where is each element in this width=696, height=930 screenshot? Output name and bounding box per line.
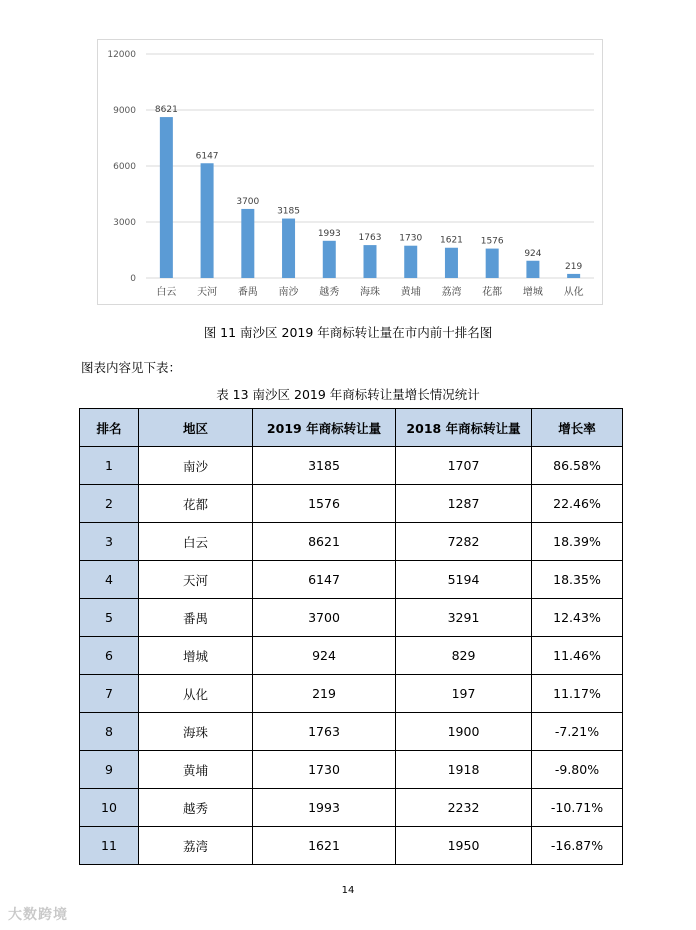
header-rank: 排名 — [80, 409, 139, 447]
x-tick-label: 黄埔 — [400, 287, 421, 298]
watermark: 大数跨境 — [8, 907, 68, 923]
x-tick-label: 越秀 — [319, 287, 340, 298]
cell-region: 天河 — [139, 561, 253, 599]
chart-svg — [98, 40, 604, 306]
cell-growth: 86.58% — [532, 447, 623, 485]
cell-region: 从化 — [139, 675, 253, 713]
cell-growth: 18.35% — [532, 561, 623, 599]
cell-rank: 8 — [80, 713, 139, 751]
bar — [282, 219, 295, 278]
cell-2019: 8621 — [253, 523, 396, 561]
data-label: 1763 — [358, 233, 382, 244]
cell-region: 南沙 — [139, 447, 253, 485]
cell-2019: 1763 — [253, 713, 396, 751]
cell-region: 海珠 — [139, 713, 253, 751]
header-region: 地区 — [139, 409, 253, 447]
cell-rank: 10 — [80, 789, 139, 827]
table-row — [80, 637, 623, 675]
cell-2018: 1950 — [396, 827, 532, 865]
table-row — [80, 789, 623, 827]
cell-growth: 18.39% — [532, 523, 623, 561]
cell-rank: 2 — [80, 485, 139, 523]
y-tick-label: 12000 — [107, 50, 136, 60]
cell-2018: 2232 — [396, 789, 532, 827]
cell-2018: 1900 — [396, 713, 532, 751]
bar-chart — [97, 39, 603, 305]
cell-rank: 6 — [80, 637, 139, 675]
table-row — [80, 675, 623, 713]
data-label: 6147 — [195, 151, 219, 162]
cell-growth: 11.46% — [532, 637, 623, 675]
cell-2019: 924 — [253, 637, 396, 675]
bar — [323, 241, 336, 278]
data-label: 3185 — [277, 206, 300, 217]
bar — [526, 261, 539, 278]
bar — [486, 249, 499, 278]
cell-2019: 1621 — [253, 827, 396, 865]
cell-2019: 3185 — [253, 447, 396, 485]
cell-rank: 1 — [80, 447, 139, 485]
cell-2019: 1993 — [253, 789, 396, 827]
cell-region: 荔湾 — [139, 827, 253, 865]
y-tick-label: 3000 — [113, 218, 136, 228]
bar — [404, 246, 417, 278]
x-tick-label: 海珠 — [360, 287, 380, 298]
cell-growth: -10.71% — [532, 789, 623, 827]
cell-region: 增城 — [139, 637, 253, 675]
cell-2019: 219 — [253, 675, 396, 713]
table-row — [80, 447, 623, 485]
cell-rank: 4 — [80, 561, 139, 599]
cell-growth: -16.87% — [532, 827, 623, 865]
cell-rank: 9 — [80, 751, 139, 789]
page-number: 14 — [341, 885, 355, 896]
bar — [364, 245, 377, 278]
header-2019: 2019 年商标转让量 — [253, 409, 396, 447]
data-label: 219 — [565, 261, 583, 272]
table-caption: 表 13 南沙区 2019 年商标转让量增长情况统计 — [216, 387, 480, 402]
cell-2018: 1707 — [396, 447, 532, 485]
bar — [445, 248, 458, 278]
header-2018: 2018 年商标转让量 — [396, 409, 532, 447]
cell-rank: 5 — [80, 599, 139, 637]
y-tick-label: 0 — [130, 274, 136, 284]
data-label: 8621 — [154, 105, 178, 116]
bar — [567, 274, 580, 278]
bar — [160, 117, 173, 278]
cell-2018: 197 — [396, 675, 532, 713]
cell-2019: 1730 — [253, 751, 396, 789]
cell-2019: 3700 — [253, 599, 396, 637]
cell-growth: -9.80% — [532, 751, 623, 789]
x-tick-label: 增城 — [522, 287, 543, 298]
bar — [201, 163, 214, 278]
header-growth: 增长率 — [532, 409, 623, 447]
data-label: 1993 — [317, 228, 341, 239]
table-row — [80, 751, 623, 789]
cell-2018: 1287 — [396, 485, 532, 523]
x-tick-label: 南沙 — [278, 287, 299, 298]
cell-region: 黄埔 — [139, 751, 253, 789]
x-tick-label: 天河 — [197, 287, 218, 298]
cell-rank: 7 — [80, 675, 139, 713]
growth-table — [79, 408, 623, 865]
cell-region: 番禺 — [139, 599, 253, 637]
table-row — [80, 523, 623, 561]
table-row — [80, 713, 623, 751]
cell-2018: 829 — [396, 637, 532, 675]
cell-growth: 11.17% — [532, 675, 623, 713]
cell-region: 越秀 — [139, 789, 253, 827]
table-header-row — [80, 409, 623, 447]
table-row — [80, 599, 623, 637]
x-tick-label: 花都 — [482, 287, 503, 298]
x-tick-label: 荔湾 — [441, 287, 462, 298]
data-label: 3700 — [236, 196, 260, 207]
cell-region: 白云 — [139, 523, 253, 561]
cell-growth: -7.21% — [532, 713, 623, 751]
cell-growth: 12.43% — [532, 599, 623, 637]
intro-text: 图表内容见下表： — [81, 360, 182, 375]
cell-region: 花都 — [139, 485, 253, 523]
x-tick-label: 从化 — [563, 287, 584, 298]
data-label: 924 — [524, 248, 542, 259]
y-tick-label: 9000 — [113, 106, 136, 116]
cell-2018: 1918 — [396, 751, 532, 789]
table-row — [80, 561, 623, 599]
cell-2018: 3291 — [396, 599, 532, 637]
data-label: 1621 — [440, 235, 463, 246]
cell-2018: 7282 — [396, 523, 532, 561]
cell-growth: 22.46% — [532, 485, 623, 523]
cell-2018: 5194 — [396, 561, 532, 599]
cell-rank: 11 — [80, 827, 139, 865]
y-tick-label: 6000 — [113, 162, 136, 172]
data-label: 1730 — [399, 233, 423, 244]
table-row — [80, 827, 623, 865]
table-row — [80, 485, 623, 523]
x-tick-label: 番禺 — [237, 287, 258, 298]
cell-2019: 1576 — [253, 485, 396, 523]
bar — [241, 209, 254, 278]
cell-2019: 6147 — [253, 561, 396, 599]
data-label: 1576 — [480, 236, 504, 247]
cell-rank: 3 — [80, 523, 139, 561]
x-tick-label: 白云 — [156, 287, 177, 298]
figure-caption: 图 11 南沙区 2019 年商标转让量在市内前十排名图 — [203, 325, 493, 340]
